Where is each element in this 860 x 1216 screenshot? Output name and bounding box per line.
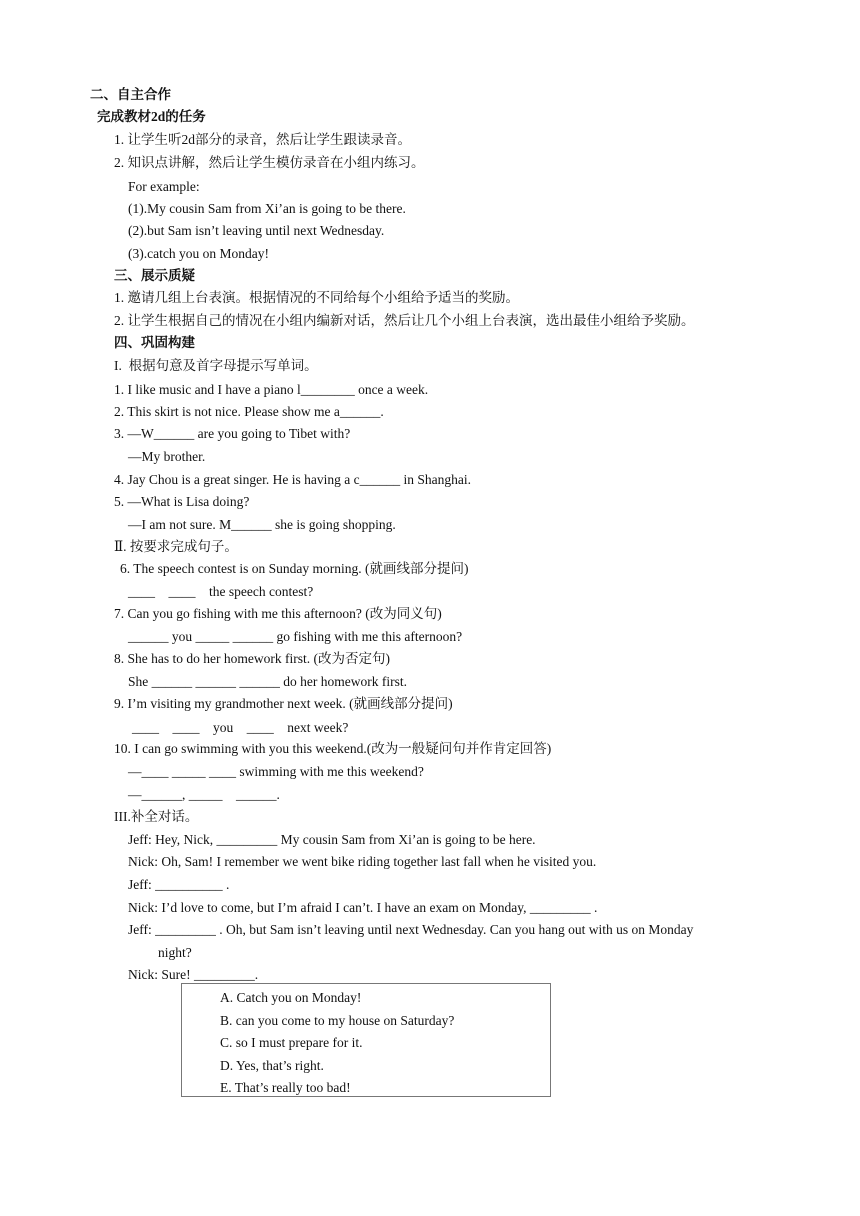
- dialogue-line: Jeff: __________ .: [128, 877, 230, 892]
- exercise-line: 1. I like music and I have a piano l________ once a week.: [114, 382, 429, 397]
- dialogue-line: Nick: Oh, Sam! I remember we went bike riding together last fall when he visited you.: [128, 854, 597, 869]
- dialogue-line: Jeff: Hey, Nick, _________ My cousin Sam from Xi’an is going to be here.: [128, 832, 536, 847]
- option-item: D. Yes, that’s right.: [220, 1058, 324, 1073]
- part-title: Ⅱ. 按要求完成句子。: [114, 539, 238, 554]
- option-item: E. That’s really too bad!: [220, 1080, 351, 1095]
- exercise-line: 4. Jay Chou is a great singer. He is having a c______ in Shanghai.: [114, 472, 471, 487]
- dialogue-line: Nick: I’d love to come, but I’m afraid I can’t. I have an exam on Monday, _________ .: [128, 900, 598, 915]
- exercise-line: 10. I can go swimming with you this weekend.(改为一般疑问句并作肯定回答): [114, 741, 552, 756]
- option-item: C. so I must prepare for it.: [220, 1035, 363, 1050]
- exercise-line: ____ ____ you ____ next week?: [132, 720, 349, 735]
- exercise-line: —____ _____ ____ swimming with me this weekend?: [128, 764, 424, 779]
- list-item: 2. 知识点讲解，然后让学生模仿录音在小组内练习。: [114, 155, 425, 170]
- section-subheading: 完成教材2d的任务: [97, 109, 206, 124]
- part-title: III.补全对话。: [114, 809, 199, 824]
- list-item: 1. 邀请几组上台表演。根据情况的不同给每个小组给予适当的奖励。: [114, 290, 519, 305]
- exercise-line: ______ you _____ ______ go fishing with me this afternoon?: [128, 629, 463, 644]
- exercise-line: 6. The speech contest is on Sunday morning. (就画线部分提问): [120, 561, 469, 576]
- list-item: 2. 让学生根据自己的情况在小组内编新对话，然后让几个小组上台表演，选出最佳小组给予奖励。: [114, 313, 695, 328]
- dialogue-line: night?: [158, 945, 192, 960]
- section-heading: 三、展示质疑: [114, 268, 195, 283]
- exercise-line: —I am not sure. M______ she is going shopping.: [128, 517, 396, 532]
- exercise-line: ____ ____ the speech contest?: [128, 584, 314, 599]
- exercise-line: 3. —W______ are you going to Tibet with?: [114, 426, 351, 441]
- section-heading: 二、自主合作: [90, 87, 171, 102]
- option-item: B. can you come to my house on Saturday?: [220, 1013, 455, 1028]
- exercise-line: 7. Can you go fishing with me this afternoon? (改为同义句): [114, 606, 442, 621]
- exercise-line: 8. She has to do her homework first. (改为否定句): [114, 651, 390, 666]
- dialogue-line: Nick: Sure! _________.: [128, 967, 259, 982]
- list-item: 1. 让学生听2d部分的录音，然后让学生跟读录音。: [114, 132, 411, 147]
- option-item: A. Catch you on Monday!: [220, 990, 362, 1005]
- exercise-line: —My brother.: [128, 449, 206, 464]
- exercise-line: 5. —What is Lisa doing?: [114, 494, 250, 509]
- exercise-line: She ______ ______ ______ do her homework first.: [128, 674, 407, 689]
- dialogue-line: Jeff: _________ . Oh, but Sam isn’t leaving until next Wednesday. Can you hang out with us on Monday: [128, 922, 694, 937]
- example-label: For example:: [128, 179, 200, 194]
- example-line: (2).but Sam isn’t leaving until next Wednesday.: [128, 223, 385, 238]
- example-line: (3).catch you on Monday!: [128, 246, 269, 261]
- example-line: (1).My cousin Sam from Xi’an is going to be there.: [128, 201, 406, 216]
- part-title: I. 根据句意及首字母提示写单词。: [114, 358, 318, 373]
- section-heading: 四、巩固构建: [114, 335, 195, 350]
- exercise-line: 2. This skirt is not nice. Please show me a______.: [114, 404, 384, 419]
- exercise-line: 9. I’m visiting my grandmother next week. (就画线部分提问): [114, 696, 453, 711]
- exercise-line: —______, _____ ______.: [128, 787, 280, 802]
